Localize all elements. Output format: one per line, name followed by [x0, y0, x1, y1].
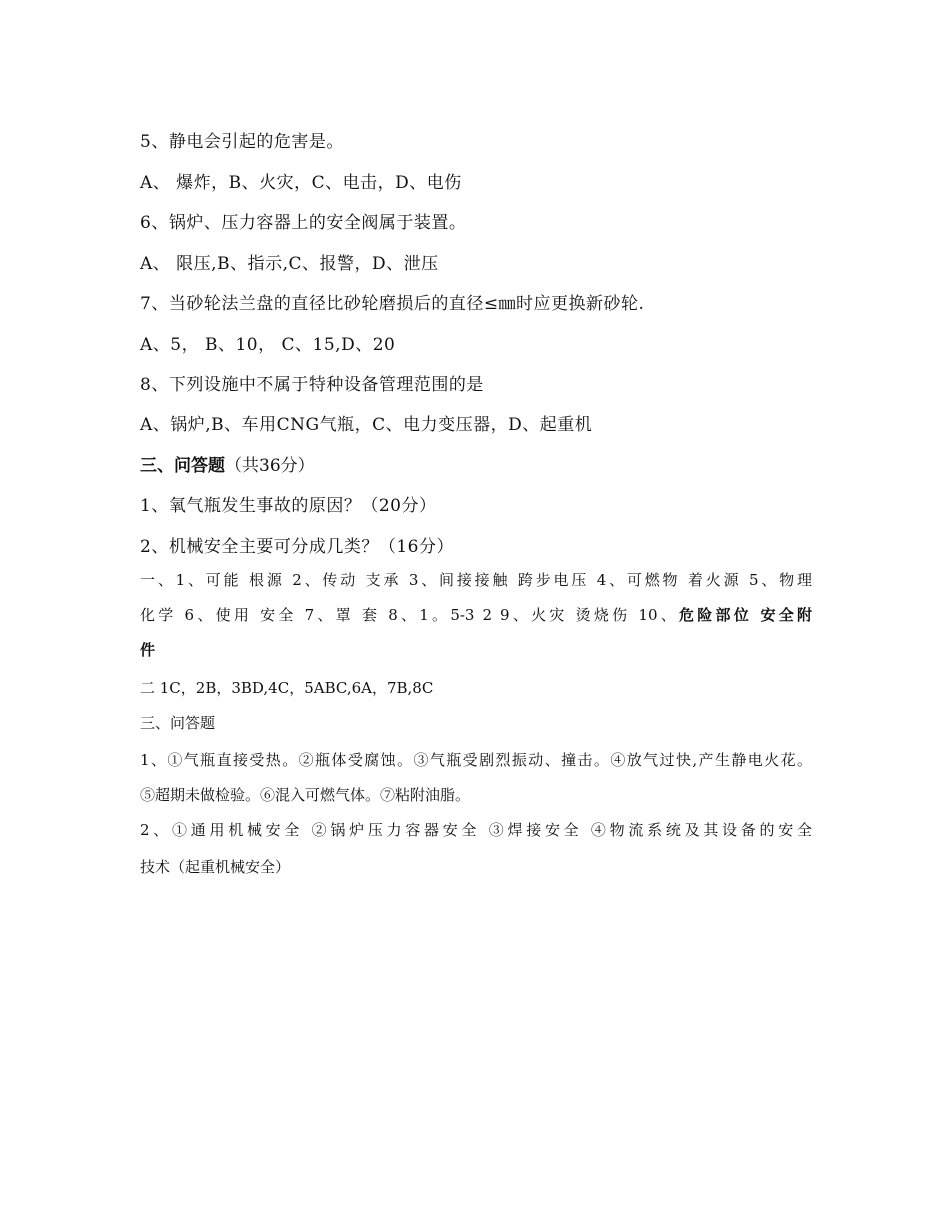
answer-part1-line2-text: 化学 6、使用 安全 7、罩 套 8、1。5-3 2 9、火灾 烫烧伤 10、 [140, 606, 679, 624]
question-6-options: A、 限压,B、指示,C、报警，D、泄压 [140, 254, 439, 274]
answer-part1-line1: 一、1、可能 根源 2、传动 支承 3、间接接触 跨步电压 4、可燃物 着火源 5、物理 [140, 571, 812, 589]
answer-part1-bold-text: 危险部位 安全附 [679, 606, 812, 624]
answer-essay-1-line2: ⑤超期未做检验。⑥混入可燃气体。⑦粘附油脂。 [140, 786, 471, 804]
essay-question-1: 1、氧气瓶发生事故的原因？（20分） [140, 496, 437, 516]
question-8: 8、下列设施中不属于特种设备管理范围的是 [140, 375, 484, 395]
answer-part2: 二 1C，2B，3BD,4C，5ABC,6A，7B,8C [140, 679, 434, 697]
answer-essay-2-line2: 技术（起重机械安全） [140, 858, 291, 876]
essay-question-2: 2、机械安全主要可分成几类？（16分） [140, 537, 454, 557]
section-3-points: （共36分） [225, 456, 315, 476]
answer-part1-bold-end: 件 [140, 641, 156, 659]
question-5-options: A、 爆炸，B、火灾，C、电击，D、电伤 [140, 173, 462, 193]
answer-part3-title: 三、问答题 [140, 714, 216, 732]
section-3-heading [140, 451, 315, 476]
question-8-options: A、锅炉,B、车用CNG气瓶，C、电力变压器，D、起重机 [140, 415, 593, 435]
section-3-title: 三、问答题 [140, 456, 225, 476]
answer-essay-2-line1: 2、①通用机械安全 ②锅炉压力容器安全 ③焊接安全 ④物流系统及其设备的安全 [140, 821, 812, 839]
question-7: 7、当砂轮法兰盘的直径比砂轮磨损后的直径≤㎜时应更换新砂轮. [140, 294, 645, 314]
question-7-options: A、5， B、10， C、15,D、20 [140, 335, 396, 355]
answer-part1-line3 [140, 632, 812, 668]
answer-essay-1-line1: 1、①气瓶直接受热。②瓶体受腐蚀。③气瓶受剧烈振动、撞击。④放气过快,产生静电火花。 [140, 751, 812, 769]
question-6: 6、锅炉、压力容器上的安全阀属于装置。 [140, 213, 467, 233]
answer-part1-line2 [140, 597, 812, 633]
question-5: 5、静电会引起的危害是。 [140, 132, 344, 152]
